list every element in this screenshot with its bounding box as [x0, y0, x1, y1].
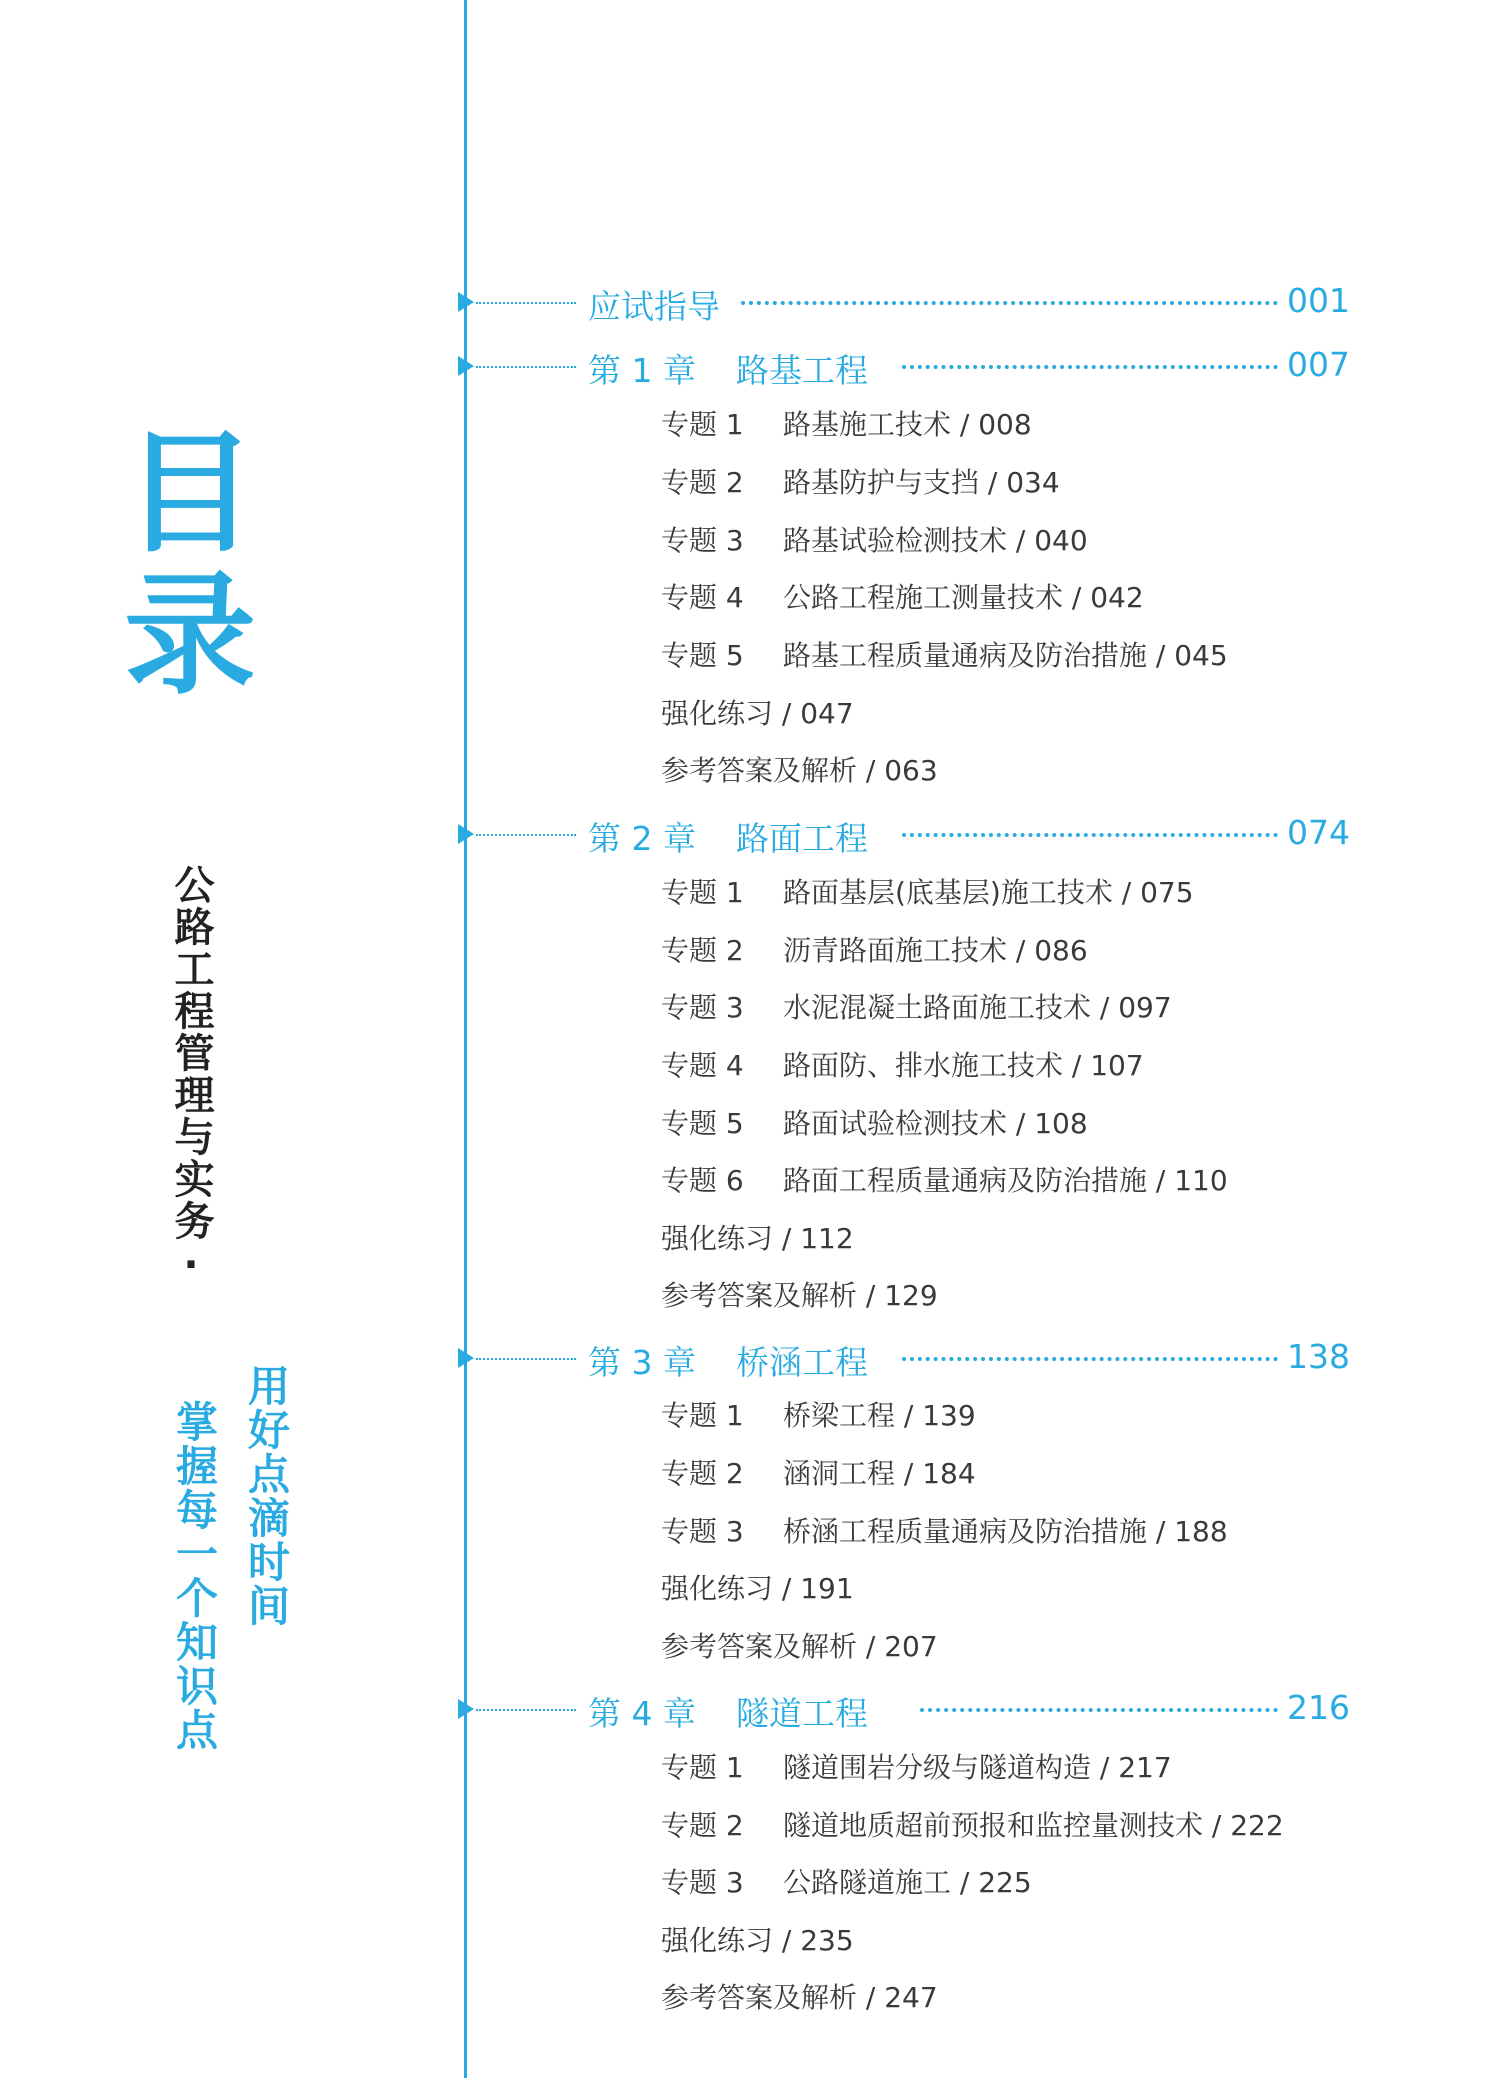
- triangle-marker-icon: [458, 1699, 474, 1719]
- marker-leader: [476, 302, 576, 304]
- topic-text: 强化练习 / 112: [661, 1222, 854, 1255]
- topic-number: 专题 5: [661, 1107, 744, 1140]
- topic-text: 强化练习 / 191: [661, 1572, 854, 1605]
- marker-leader: [476, 1709, 576, 1711]
- topic-number: 专题 6: [661, 1164, 744, 1197]
- toc-exercise[interactable]: [661, 1569, 854, 1609]
- toc-topic[interactable]: [661, 521, 1088, 561]
- toc-answers[interactable]: [661, 751, 938, 791]
- toc-topic[interactable]: [661, 405, 1032, 445]
- toc-chapter-3[interactable]: [458, 1335, 1358, 1383]
- topic-text: 参考答案及解析 / 129: [661, 1279, 938, 1312]
- topic-text: 隧道地质超前预报和监控量测技术 / 222: [783, 1809, 1284, 1842]
- triangle-marker-icon: [458, 1348, 474, 1368]
- toc-topic[interactable]: [661, 1396, 976, 1436]
- toc-topic[interactable]: [661, 1806, 1284, 1846]
- toc-answers[interactable]: [661, 1978, 938, 2018]
- page-title-char-1: 目: [124, 416, 256, 571]
- topic-number: 专题 3: [661, 524, 744, 557]
- topic-text: 涵洞工程 / 184: [783, 1457, 976, 1490]
- toc-topic[interactable]: [661, 1454, 976, 1494]
- dot-leader: [741, 301, 1278, 305]
- chapter-page: 001: [1287, 281, 1350, 320]
- topic-text: 隧道围岩分级与隧道构造 / 217: [783, 1751, 1172, 1784]
- topic-number: 专题 4: [661, 1049, 744, 1082]
- toc-topic[interactable]: [661, 463, 1060, 503]
- topic-text: 桥涵工程质量通病及防治措施 / 188: [783, 1515, 1228, 1548]
- topic-text: 路面工程质量通病及防治措施 / 110: [783, 1164, 1228, 1197]
- topic-text: 参考答案及解析 / 247: [661, 1981, 938, 2014]
- topic-number: 专题 1: [661, 876, 744, 909]
- toc-exercise[interactable]: [661, 694, 854, 734]
- toc-topic[interactable]: [661, 873, 1194, 913]
- chapter-number: 第 3 章: [588, 1343, 696, 1382]
- topic-number: 专题 1: [661, 1399, 744, 1432]
- toc-chapter-2[interactable]: [458, 811, 1358, 859]
- book-title: 公路工程管理与实务·: [168, 864, 214, 1290]
- topic-number: 专题 1: [661, 1751, 744, 1784]
- page-title-char-2: 录: [124, 558, 256, 713]
- toc-chapter-4[interactable]: [458, 1686, 1358, 1734]
- topic-text: 路基施工技术 / 008: [783, 408, 1032, 441]
- marker-leader: [476, 366, 576, 368]
- topic-text: 路面防、排水施工技术 / 107: [783, 1049, 1144, 1082]
- dot-leader: [920, 1708, 1278, 1712]
- triangle-marker-icon: [458, 824, 474, 844]
- dot-leader: [902, 833, 1278, 837]
- topic-text: 桥梁工程 / 139: [783, 1399, 976, 1432]
- topic-number: 专题 2: [661, 1809, 744, 1842]
- chapter-number: 第 2 章: [588, 819, 696, 858]
- toc-topic[interactable]: [661, 931, 1088, 971]
- chapter-title: 路面工程: [736, 819, 868, 858]
- toc-topic[interactable]: [661, 636, 1228, 676]
- topic-text: 水泥混凝土路面施工技术 / 097: [783, 991, 1172, 1024]
- triangle-marker-icon: [458, 356, 474, 376]
- toc-topic[interactable]: [661, 988, 1172, 1028]
- topic-number: 专题 5: [661, 639, 744, 672]
- topic-number: 专题 4: [661, 581, 744, 614]
- dot-leader: [902, 365, 1278, 369]
- toc-chapter-intro[interactable]: [458, 279, 1358, 327]
- triangle-marker-icon: [458, 292, 474, 312]
- topic-text: 路基工程质量通病及防治措施 / 045: [783, 639, 1228, 672]
- topic-number: 专题 3: [661, 991, 744, 1024]
- topic-text: 公路工程施工测量技术 / 042: [783, 581, 1144, 614]
- topic-text: 参考答案及解析 / 063: [661, 754, 938, 787]
- dot-leader: [902, 1357, 1278, 1361]
- slogan-line-2: 掌握每一个知识点: [170, 1400, 219, 1752]
- chapter-label: 应试指导: [588, 287, 720, 326]
- chapter-page: 074: [1287, 813, 1350, 852]
- topic-text: 路面试验检测技术 / 108: [783, 1107, 1088, 1140]
- slogan-line-1: 用好点滴时间: [242, 1364, 291, 1628]
- topic-text: 路面基层(底基层)施工技术 / 075: [783, 876, 1194, 909]
- topic-number: 专题 2: [661, 934, 744, 967]
- toc-answers[interactable]: [661, 1276, 938, 1316]
- marker-leader: [476, 834, 576, 836]
- toc-answers[interactable]: [661, 1627, 938, 1667]
- toc-topic[interactable]: [661, 1104, 1088, 1144]
- toc-exercise[interactable]: [661, 1921, 854, 1961]
- chapter-title: 隧道工程: [736, 1694, 868, 1733]
- toc-topic[interactable]: [661, 1512, 1228, 1552]
- toc-topic[interactable]: [661, 1863, 1032, 1903]
- topic-text: 参考答案及解析 / 207: [661, 1630, 938, 1663]
- toc-topic[interactable]: [661, 1161, 1228, 1201]
- toc-topic[interactable]: [661, 578, 1144, 618]
- chapter-page: 216: [1287, 1688, 1350, 1727]
- toc-topic[interactable]: [661, 1046, 1144, 1086]
- chapter-page: 138: [1287, 1337, 1350, 1376]
- topic-text: 强化练习 / 235: [661, 1924, 854, 1957]
- topic-number: 专题 2: [661, 1457, 744, 1490]
- toc-topic[interactable]: [661, 1748, 1172, 1788]
- topic-text: 路基试验检测技术 / 040: [783, 524, 1088, 557]
- marker-leader: [476, 1358, 576, 1360]
- topic-text: 公路隧道施工 / 225: [783, 1866, 1032, 1899]
- topic-text: 路基防护与支挡 / 034: [783, 466, 1060, 499]
- chapter-number: 第 1 章: [588, 351, 696, 390]
- topic-text: 强化练习 / 047: [661, 697, 854, 730]
- topic-text: 沥青路面施工技术 / 086: [783, 934, 1088, 967]
- topic-number: 专题 2: [661, 466, 744, 499]
- topic-number: 专题 3: [661, 1515, 744, 1548]
- topic-number: 专题 1: [661, 408, 744, 441]
- chapter-number: 第 4 章: [588, 1694, 696, 1733]
- chapter-title: 路基工程: [736, 351, 868, 390]
- chapter-title: 桥涵工程: [736, 1343, 868, 1382]
- chapter-page: 007: [1287, 345, 1350, 384]
- toc-exercise[interactable]: [661, 1219, 854, 1259]
- topic-number: 专题 3: [661, 1866, 744, 1899]
- toc-chapter-1[interactable]: [458, 343, 1358, 391]
